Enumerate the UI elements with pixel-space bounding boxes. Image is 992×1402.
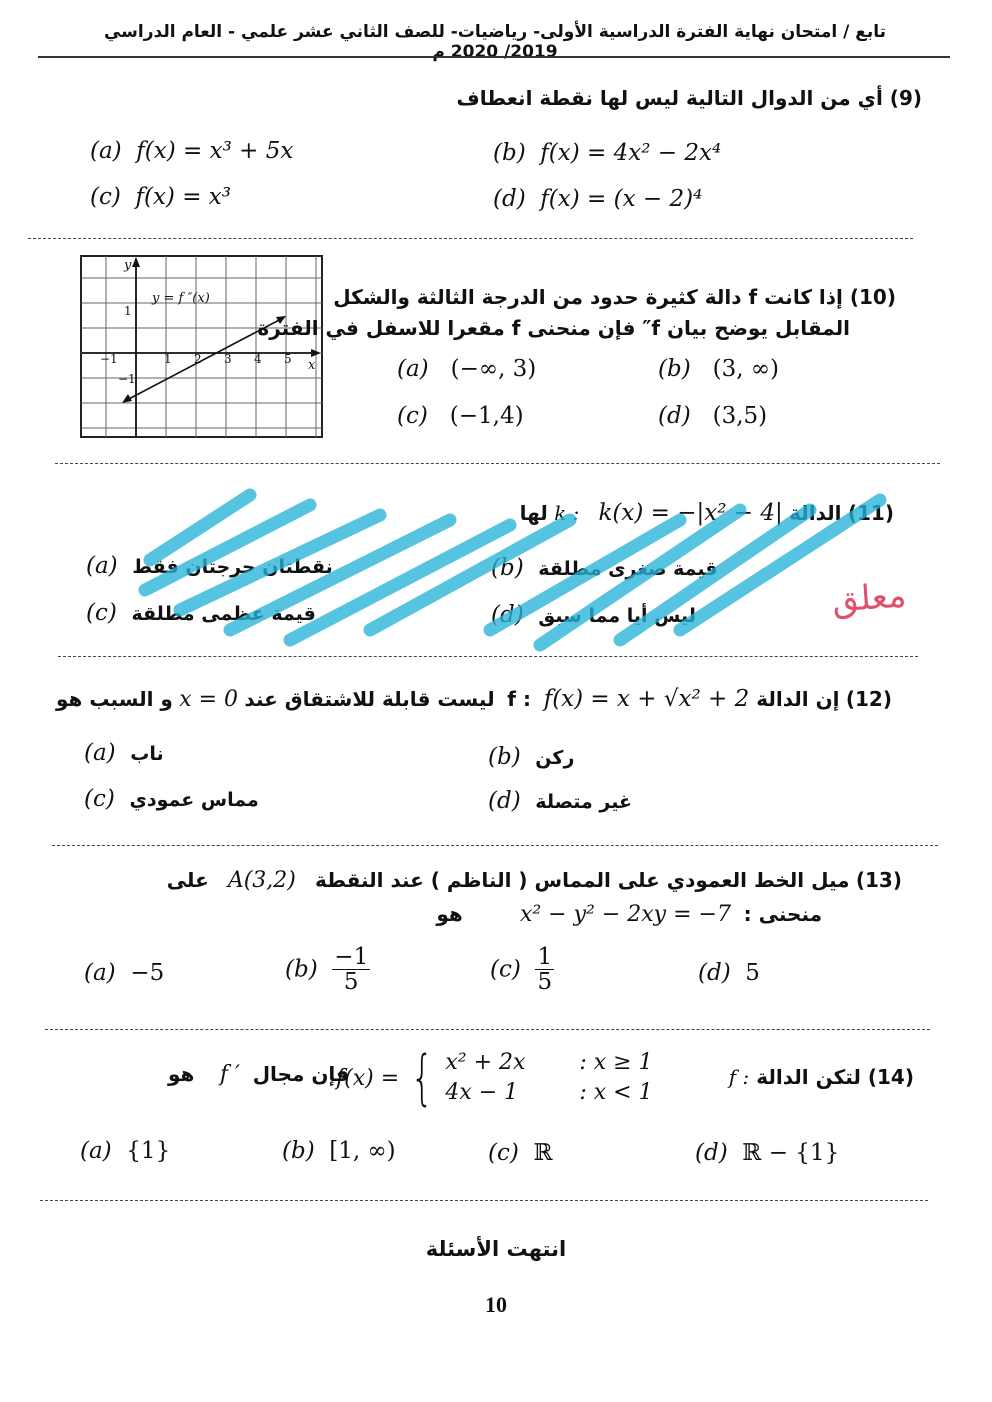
q13-option-b-num: −1 xyxy=(334,944,369,970)
q9-question xyxy=(457,86,922,110)
q12-number: (12) xyxy=(845,687,892,711)
q12-text-pre: إن الدالة f : xyxy=(507,687,840,711)
q11-option-a-label: (a) xyxy=(86,553,118,579)
q12-option-d-text: غير متصلة xyxy=(535,791,632,813)
q14-case-1-expr: x² + 2x xyxy=(445,1050,526,1076)
q12-option-d[interactable] xyxy=(488,788,632,814)
q14-option-b[interactable] xyxy=(282,1138,396,1164)
q13-number: (13) xyxy=(855,868,902,892)
q13-text-1: ميل الخط العمودي على المماس ( الناظم ) عند النقطة xyxy=(314,868,850,892)
q13-option-c-den: 5 xyxy=(537,969,553,996)
separator-q9 xyxy=(28,238,913,239)
tick-y-1: 1 xyxy=(124,304,132,318)
q13-option-d[interactable] xyxy=(698,960,760,986)
q9-option-d[interactable] xyxy=(493,186,702,212)
q11-expr: k(x) = −|x² − 4| xyxy=(598,500,783,526)
q9-option-d-expr: f(x) = (x − 2)⁴ xyxy=(540,186,703,212)
q11-option-c[interactable] xyxy=(86,600,316,626)
tick-x-3: 3 xyxy=(224,352,232,366)
q11-option-d-text: ليس أيا مما سبق xyxy=(538,605,696,627)
q13-expr: x² − y² − 2xy = −7 xyxy=(519,902,731,927)
q10-text-1: إذا كانت f دالة كثيرة حدود من الدرجة الثالثة والشكل xyxy=(333,285,843,309)
q10-option-c-expr: (−1,4) xyxy=(449,403,524,429)
q14-option-d-expr: ℝ − {1} xyxy=(742,1140,840,1166)
q10-option-d[interactable] xyxy=(658,403,767,429)
q14-case-2-cond: : x < 1 xyxy=(579,1080,653,1105)
q14-case-2-expr: 4x − 1 xyxy=(445,1080,519,1105)
q10-option-b[interactable] xyxy=(658,356,779,382)
q10-question-line1 xyxy=(333,285,896,309)
q14-case-2 xyxy=(445,1078,652,1108)
q14-option-b-expr: [1, ∞) xyxy=(329,1138,396,1164)
q14-option-a[interactable] xyxy=(80,1138,170,1164)
q13-option-d-label: (d) xyxy=(698,960,731,986)
q9-text: أي من الدوال التالية ليس لها نقطة انعطاف xyxy=(456,86,883,110)
q14-number: (14) xyxy=(867,1065,914,1089)
q14-case-1-cond: : x ≥ 1 xyxy=(579,1050,653,1076)
q13-text-2-post: هو xyxy=(436,902,463,926)
q13-option-a-value: −5 xyxy=(130,960,165,986)
q12-option-a[interactable] xyxy=(84,740,164,766)
separator-q10 xyxy=(55,463,940,464)
q11-question xyxy=(520,500,894,526)
q13-option-b-den: 5 xyxy=(343,969,359,996)
q12-option-b-label: (b) xyxy=(488,744,521,770)
q14-option-a-expr: {1} xyxy=(126,1138,171,1164)
q10-graph xyxy=(80,255,323,438)
tick-x-neg1: −1 xyxy=(100,352,118,366)
q10-question-line2 xyxy=(257,316,850,340)
q13-point: A(3,2) xyxy=(227,868,296,893)
q12-option-b-text: ركن xyxy=(535,747,575,769)
q10-number: (10) xyxy=(849,285,896,309)
q14-cases xyxy=(445,1048,652,1107)
q11-option-d[interactable] xyxy=(491,602,696,628)
q12-option-c-label: (c) xyxy=(84,786,115,812)
graph-x-label: x xyxy=(308,358,316,373)
q14-option-b-label: (b) xyxy=(282,1138,315,1164)
q12-option-d-label: (d) xyxy=(488,788,521,814)
page-header: تابع / امتحان نهاية الفترة الدراسية الأولى- رياضيات- للصف الثاني عشر علمي - العام الدراسي 2019/ 2020 م xyxy=(103,22,887,62)
q10-option-a-label: (a) xyxy=(397,356,429,382)
q14-option-c-expr: ℝ xyxy=(533,1140,553,1166)
q10-option-b-label: (b) xyxy=(658,356,691,382)
q12-option-b[interactable] xyxy=(488,744,574,770)
q10-option-b-expr: (3, ∞) xyxy=(712,356,779,382)
separator-q12 xyxy=(52,845,938,846)
q12-point: x = 0 xyxy=(179,687,239,712)
q10-option-d-label: (d) xyxy=(658,403,691,429)
q9-option-b[interactable] xyxy=(493,140,721,166)
q11-option-c-label: (c) xyxy=(86,600,117,626)
q12-question xyxy=(56,686,892,712)
q13-option-b-label: (b) xyxy=(285,956,318,983)
q10-option-c-label: (c) xyxy=(397,403,428,429)
q13-option-b[interactable] xyxy=(285,945,370,994)
q13-option-c[interactable] xyxy=(490,945,554,994)
q9-option-a[interactable] xyxy=(90,138,293,164)
q11-option-b[interactable] xyxy=(491,555,718,581)
separator-q11 xyxy=(58,656,918,657)
q14-question-left xyxy=(168,1062,349,1087)
q11-text-pre: الدالة xyxy=(789,501,842,525)
q11-text-post: لها xyxy=(519,501,548,525)
q14-option-d-label: (d) xyxy=(695,1140,728,1166)
q13-option-c-label: (c) xyxy=(490,956,521,983)
q14-option-c-label: (c) xyxy=(488,1140,519,1166)
q13-question-line2 xyxy=(436,902,822,927)
q11-number: (11) xyxy=(847,501,894,525)
q9-option-b-expr: f(x) = 4x² − 2x⁴ xyxy=(540,140,722,166)
q11-option-a-text: نقطتان حرجتان فقط xyxy=(132,556,333,578)
separator-q14 xyxy=(40,1200,928,1201)
header-rule xyxy=(38,56,950,58)
q14-option-a-label: (a) xyxy=(80,1138,112,1164)
tick-x-4: 4 xyxy=(254,352,262,366)
q11-option-b-label: (b) xyxy=(491,555,524,581)
q14-fprime: f ′ xyxy=(219,1062,240,1087)
q9-option-c-label: (c) xyxy=(90,184,121,210)
q12-text-post: و السبب هو xyxy=(56,687,173,711)
q14-text-pre: لتكن الدالة xyxy=(756,1065,861,1089)
q9-option-a-expr: f(x) = x³ + 5x xyxy=(136,138,294,164)
q14-piecewise xyxy=(336,1043,653,1113)
q11-option-b-text: قيمة صغرى مطلقة xyxy=(538,558,718,580)
q13-option-d-value: 5 xyxy=(745,960,760,986)
end-of-questions: انتهت الأسئلة xyxy=(425,1237,567,1261)
q14-case-1 xyxy=(445,1048,652,1078)
graph-y-label: y xyxy=(124,258,132,273)
separator-q13 xyxy=(45,1029,930,1030)
q9-option-d-label: (d) xyxy=(493,186,526,212)
q12-text-mid: ليست قابلة للاشتقاق عند xyxy=(244,687,495,711)
q14-lhs: f(x) = xyxy=(336,1065,400,1091)
tick-y-neg1: −1 xyxy=(118,372,136,386)
q9-option-c-expr: f(x) = x³ xyxy=(135,184,231,210)
q14-text-post: هو xyxy=(168,1062,195,1086)
q13-option-a[interactable] xyxy=(84,960,164,986)
graph-func-label: y = f ″(x) xyxy=(152,291,210,306)
tick-x-1: 1 xyxy=(164,352,172,366)
page-number: 10 xyxy=(485,1292,507,1317)
q13-option-c-fraction xyxy=(535,945,554,994)
q10-option-a-expr: (−∞, 3) xyxy=(450,356,537,382)
q14-option-c[interactable] xyxy=(488,1140,553,1166)
q11-option-d-label: (d) xyxy=(491,602,524,628)
q13-text-2-pre: منحنى : xyxy=(743,902,822,926)
q12-expr: f(x) = x + √x² + 2 xyxy=(543,686,750,712)
q9-number: (9) xyxy=(889,86,922,110)
q13-question-line1 xyxy=(167,868,902,893)
q11-annotation: معلق xyxy=(830,575,908,621)
q12-option-a-label: (a) xyxy=(84,740,116,766)
q13-option-a-label: (a) xyxy=(84,960,116,986)
q13-option-b-fraction xyxy=(332,945,370,994)
q14-option-d[interactable] xyxy=(695,1140,839,1166)
q9-option-b-label: (b) xyxy=(493,140,526,166)
q12-option-c[interactable] xyxy=(84,786,259,812)
q11-option-c-text: قيمة عظمى مطلقة xyxy=(131,603,316,625)
q13-option-c-num: 1 xyxy=(537,944,553,970)
q10-option-c[interactable] xyxy=(397,403,524,429)
q11-option-a[interactable] xyxy=(86,553,333,579)
q12-option-a-text: ناب xyxy=(130,743,164,765)
tick-x-5: 5 xyxy=(284,352,292,366)
q14-func-name: f : xyxy=(728,1065,750,1089)
q9-option-c[interactable] xyxy=(90,184,231,210)
q14-text-mid: فإن مجال xyxy=(252,1062,350,1086)
q11-func-name: k : xyxy=(554,501,580,525)
q10-option-a[interactable] xyxy=(397,356,536,382)
q14-question-right xyxy=(729,1065,914,1089)
q12-option-c-text: مماس عمودي xyxy=(129,789,259,811)
q10-option-d-expr: (3,5) xyxy=(712,403,768,429)
q9-option-a-label: (a) xyxy=(90,138,122,164)
q13-text-1-post: على xyxy=(166,868,209,892)
q14-brace: { xyxy=(410,1043,434,1113)
tick-x-2: 2 xyxy=(194,352,202,366)
q10-text-2: المقابل يوضح بيان f″ فإن منحنى f مقعرا للاسفل في الفترة xyxy=(257,316,850,340)
